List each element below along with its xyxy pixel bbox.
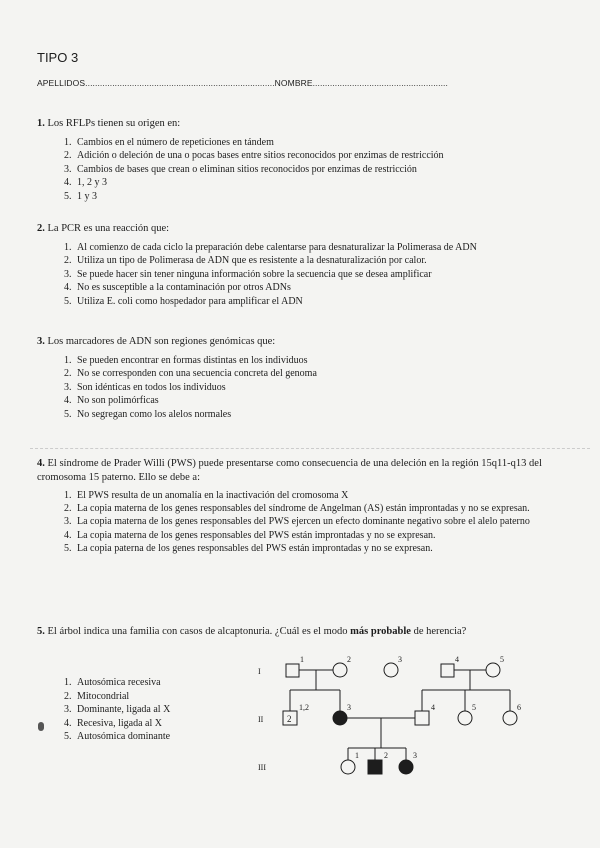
generation-label: III [258, 763, 266, 772]
question-3-stem [37, 335, 577, 349]
individual-number: 3 [347, 703, 351, 712]
option-item[interactable]: 3. Son idénticas en todos los individuos [74, 381, 577, 395]
individual-number: 3 [398, 655, 402, 664]
individual-number: 5 [500, 655, 504, 664]
question-2-stem [37, 222, 577, 236]
individual-number: 1 [300, 655, 304, 664]
option-item[interactable]: 3. Dominante, ligada al X [74, 703, 237, 717]
option-item[interactable]: 1. Se pueden encontrar en formas distintas en los individuos [74, 354, 577, 368]
pedigree-female-unaffected [458, 711, 472, 725]
individual-number: 6 [517, 703, 521, 712]
option-item[interactable]: 4. No son polimórficas [74, 394, 577, 408]
question-2-text: La PCR es una reacción que: [47, 223, 170, 234]
pedigree-female-unaffected [486, 663, 500, 677]
individual-number: 5 [472, 703, 476, 712]
option-item[interactable]: 1. Autosómica recesiva [74, 676, 237, 690]
individual-number: 2 [347, 655, 351, 664]
option-item[interactable]: 5. Utiliza E. coli como hospedador para amplificar el ADN [74, 295, 577, 309]
question-5-options-block [37, 676, 237, 744]
question-4-number: 4. [37, 458, 45, 469]
group-count: 2 [287, 714, 292, 724]
option-item[interactable]: 3. Se puede hacer sin tener ninguna información sobre la secuencia que se desea amplificar [74, 268, 577, 282]
pedigree-male-unaffected [441, 664, 454, 677]
question-1-options [37, 136, 577, 204]
option-item[interactable]: 4. 1, 2 y 3 [74, 176, 577, 190]
pedigree-diagram [250, 648, 550, 783]
exam-type-title: TIPO 3 [37, 50, 79, 65]
question-5-options [37, 676, 237, 744]
question-3-options [37, 354, 577, 422]
question-3-text: Los marcadores de ADN son regiones genómicas que: [47, 336, 276, 347]
question-4 [37, 457, 577, 555]
individual-number: 1,2 [299, 703, 309, 712]
pedigree-female-unaffected [341, 760, 355, 774]
question-4-options [37, 489, 577, 555]
option-item[interactable]: 1. Al comienzo de cada ciclo la preparación debe calentarse para desnaturalizar la Polimerasa de ADN [74, 241, 577, 255]
option-item[interactable]: 3. Cambios de bases que crean o eliminan sitios reconocidos por enzimas de restricción [74, 163, 577, 177]
option-item[interactable]: 5. 1 y 3 [74, 190, 577, 204]
question-1-text: Los RFLPs tienen su origen en: [47, 118, 181, 129]
option-item[interactable]: 2. Adición o deleción de una o pocas bases entre sitios reconocidos por enzimas de restricción [74, 149, 577, 163]
individual-number: 2 [384, 751, 388, 760]
question-5-emphasis: más probable [350, 626, 411, 637]
option-item[interactable]: 2. No se corresponden con una secuencia concreta del genoma [74, 367, 577, 381]
pedigree-male-affected [368, 760, 382, 774]
individual-number: 4 [455, 655, 459, 664]
pedigree-male-unaffected [286, 664, 299, 677]
question-4-text: El síndrome de Prader Willi (PWS) puede presentarse como consecuencia de una deleción en la región 15q11-q13 del cromosoma 15 paterno. Ello se debe a: [37, 458, 542, 483]
individual-number: 4 [431, 703, 435, 712]
pedigree-female-affected [399, 760, 413, 774]
question-5-stem [37, 625, 577, 639]
section-divider [30, 448, 590, 449]
pedigree-female-unaffected [503, 711, 517, 725]
option-item[interactable]: 5. Autosómica dominante [74, 730, 237, 744]
option-item[interactable]: 1. El PWS resulta de un anomalía en la inactivación del cromosoma X [74, 489, 577, 502]
option-item[interactable]: 1. Cambios en el número de repeticiones en tándem [74, 136, 577, 150]
question-3 [37, 335, 577, 421]
question-5 [37, 625, 577, 639]
question-1-number: 1. [37, 118, 45, 129]
option-item[interactable]: 4. No es susceptible a la contaminación por otros ADNs [74, 281, 577, 295]
question-1 [37, 117, 577, 203]
option-item[interactable]: 2. La copia materna de los genes responsables del síndrome de Angelman (AS) están improntadas y no se expresan. [74, 502, 577, 515]
question-2 [37, 222, 577, 308]
pedigree-female-affected [333, 711, 347, 725]
question-4-stem [37, 457, 577, 484]
option-item[interactable]: 2. Utiliza un tipo de Polimerasa de ADN que es resistente a la desnaturalización por calor. [74, 254, 577, 268]
question-5-text-end: de herencia? [413, 626, 467, 637]
pedigree-female-unaffected [384, 663, 398, 677]
pedigree-male-unaffected [415, 711, 429, 725]
individual-number: 1 [355, 751, 359, 760]
pedigree-female-unaffected [333, 663, 347, 677]
option-item[interactable]: 5. La copia paterna de los genes responsables del PWS están improntadas y no se expresan. [74, 542, 577, 555]
option-item[interactable]: 4. La copia materna de los genes responsables del PWS están improntadas y no se expresan. [74, 529, 577, 542]
question-5-text: El árbol indica una familia con casos de alcaptonuria. ¿Cuál es el modo [47, 626, 348, 637]
name-fields-line: APELLIDOS.............................................................................NOMBRE....................................................... [37, 78, 448, 88]
generation-label: I [258, 667, 261, 676]
question-2-number: 2. [37, 223, 45, 234]
option-item[interactable]: 3. La copia materna de los genes responsables del PWS ejercen un efecto dominante negativo sobre el alelo paterno [74, 515, 577, 528]
generation-label: II [258, 715, 264, 724]
question-1-stem [37, 117, 577, 131]
option-item[interactable]: 2. Mitocondrial [74, 690, 237, 704]
option-item[interactable]: 4. Recesiva, ligada al X [74, 717, 237, 731]
question-3-number: 3. [37, 336, 45, 347]
individual-number: 3 [413, 751, 417, 760]
question-5-number: 5. [37, 626, 45, 637]
option-item[interactable]: 5. No segregan como los alelos normales [74, 408, 577, 422]
question-2-options [37, 241, 577, 309]
